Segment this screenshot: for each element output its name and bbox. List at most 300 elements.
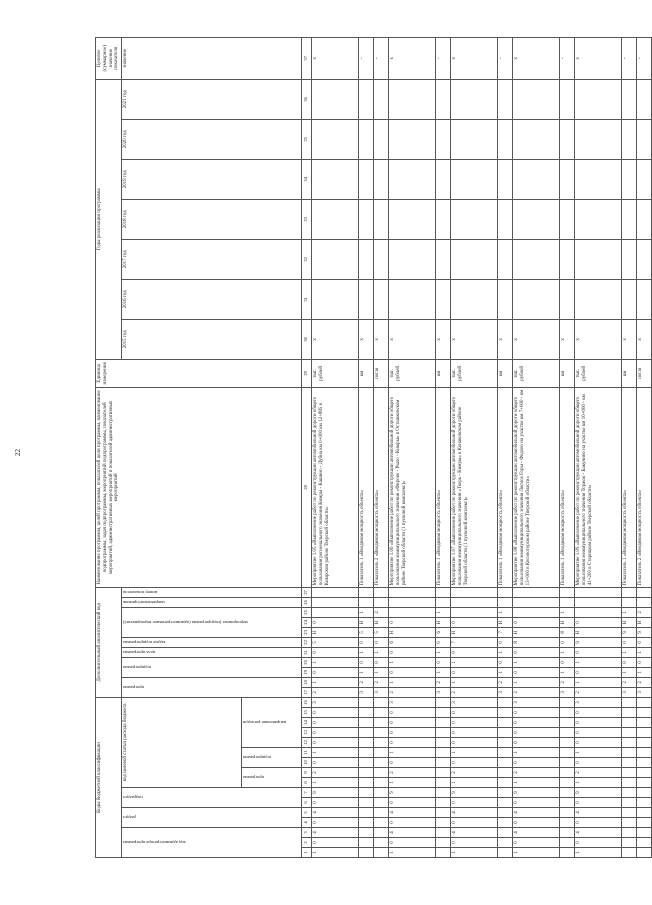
year-value xyxy=(498,279,513,319)
code-cell xyxy=(436,808,451,818)
year-value xyxy=(575,239,622,279)
column-number: 22 xyxy=(302,637,312,647)
code-cell: 0 xyxy=(622,637,637,647)
year-value xyxy=(637,119,652,159)
code-cell: 3 xyxy=(312,697,359,707)
column-number: 27 xyxy=(302,587,312,597)
column-number: 15 xyxy=(302,708,312,718)
code-cell: 6 xyxy=(436,627,451,637)
header-program: программа xyxy=(243,775,265,781)
code-cell: 0 xyxy=(575,758,622,768)
header-unit: Единица измерения xyxy=(96,359,302,387)
year-value xyxy=(436,199,451,239)
code-cell: 1 xyxy=(359,647,374,657)
code-cell xyxy=(359,838,374,848)
year-value xyxy=(513,119,560,159)
code-cell: 7 xyxy=(451,637,498,647)
code-cell xyxy=(498,768,513,778)
row-name: Показатель 2 «Вводимая мощность объекта» xyxy=(637,387,652,587)
code-cell xyxy=(498,697,513,707)
code-cell xyxy=(498,838,513,848)
row-unit: км xyxy=(622,359,637,387)
code-cell: 0 xyxy=(312,667,359,677)
header-activity-type: направление/признак xyxy=(123,600,165,606)
code-cell xyxy=(622,768,637,778)
code-cell: 5 xyxy=(312,637,359,647)
code-cell xyxy=(513,597,560,607)
row-name: Показатель 1 «Вводимая мощность объекта» xyxy=(560,387,575,587)
code-cell xyxy=(374,818,389,828)
code-cell xyxy=(359,728,374,738)
code-cell: 1 xyxy=(436,667,451,677)
code-cell: 2 xyxy=(575,687,622,697)
code-cell xyxy=(374,697,389,707)
column-number: 12 xyxy=(302,738,312,748)
code-cell: 5 xyxy=(374,627,389,637)
target-value: х xyxy=(389,37,436,79)
code-cell: 0 xyxy=(374,657,389,667)
row-unit: тыс. рублей xyxy=(389,359,436,387)
code-cell: 0 xyxy=(451,708,498,718)
code-cell: 0 xyxy=(312,728,359,738)
code-cell xyxy=(513,607,560,617)
year-value xyxy=(622,119,637,159)
code-cell: 1 xyxy=(575,848,622,858)
code-cell xyxy=(498,808,513,818)
code-cell: 3 xyxy=(575,697,622,707)
code-cell: Н xyxy=(560,617,575,627)
code-cell xyxy=(359,808,374,818)
code-cell xyxy=(498,597,513,607)
code-cell xyxy=(436,818,451,828)
column-number: 32 xyxy=(302,239,312,279)
row-unit: пог.м xyxy=(374,359,389,387)
row-unit: тыс. рублей xyxy=(513,359,560,387)
year-value xyxy=(312,279,359,319)
code-cell: 2 xyxy=(436,677,451,687)
code-cell xyxy=(622,708,637,718)
code-cell xyxy=(389,607,436,617)
target-value: - xyxy=(560,37,575,79)
code-cell: 1 xyxy=(389,657,436,667)
code-cell: Н xyxy=(513,627,560,637)
code-cell: 4 xyxy=(389,808,436,818)
code-cell xyxy=(359,848,374,858)
code-cell: 0 xyxy=(389,738,436,748)
column-number-row xyxy=(302,37,312,857)
code-cell: 2 xyxy=(637,607,652,617)
code-cell: 0 xyxy=(389,647,436,657)
code-cell xyxy=(622,718,637,728)
code-cell: 2 xyxy=(312,687,359,697)
code-cell: 1 xyxy=(560,647,575,657)
year-value xyxy=(436,79,451,119)
code-cell: 0 xyxy=(389,708,436,718)
code-cell: 1 xyxy=(575,657,622,667)
code-cell: 1 xyxy=(312,748,359,758)
table-row xyxy=(637,37,652,857)
year-value xyxy=(359,199,374,239)
column-number: 6 xyxy=(302,798,312,808)
year-value xyxy=(622,79,637,119)
code-cell xyxy=(498,818,513,828)
code-cell xyxy=(622,818,637,828)
code-cell xyxy=(498,587,513,597)
row-name: Показатель 1 «Вводимая мощность объекта» xyxy=(622,387,637,587)
table-row xyxy=(513,37,560,857)
code-cell xyxy=(498,738,513,748)
code-cell xyxy=(622,758,637,768)
code-cell: 7 xyxy=(498,627,513,637)
code-cell: 1 xyxy=(389,848,436,858)
code-cell: 1 xyxy=(312,677,359,687)
code-cell xyxy=(359,788,374,798)
table-row xyxy=(560,37,575,857)
year-value xyxy=(374,159,389,199)
code-cell: 0 xyxy=(451,718,498,728)
code-cell: 0 xyxy=(575,617,622,627)
code-cell: 1 xyxy=(359,607,374,617)
year-value xyxy=(359,119,374,159)
year-value xyxy=(374,199,389,239)
code-cell xyxy=(436,587,451,597)
code-cell: 1 xyxy=(451,677,498,687)
header-section: раздел xyxy=(123,815,136,821)
year-value: х xyxy=(312,319,359,359)
year-value xyxy=(513,159,560,199)
code-cell xyxy=(622,738,637,748)
code-cell: 0 xyxy=(451,667,498,677)
code-cell: 0 xyxy=(498,657,513,667)
code-cell xyxy=(622,808,637,818)
code-cell: 1 xyxy=(312,848,359,858)
year-value xyxy=(560,119,575,159)
code-cell xyxy=(374,788,389,798)
target-value: х xyxy=(451,37,498,79)
code-cell: 1 xyxy=(575,677,622,687)
year-value xyxy=(451,239,498,279)
year-value xyxy=(436,159,451,199)
code-cell xyxy=(622,597,637,607)
code-cell: 1 xyxy=(451,848,498,858)
code-cell xyxy=(560,738,575,748)
year-value xyxy=(622,279,637,319)
code-cell xyxy=(374,748,389,758)
header-2016: 2016 год xyxy=(122,279,302,319)
column-number: 2 xyxy=(302,838,312,848)
code-cell: 3 xyxy=(374,687,389,697)
code-cell xyxy=(637,728,652,738)
code-cell: 0 xyxy=(513,818,560,828)
year-value xyxy=(374,239,389,279)
column-number: 9 xyxy=(302,768,312,778)
code-cell: 1 xyxy=(436,647,451,657)
code-cell xyxy=(637,738,652,748)
code-cell: 4 xyxy=(513,808,560,818)
code-cell: 3 xyxy=(389,697,436,707)
code-cell: 2 xyxy=(374,607,389,617)
code-cell: 1 xyxy=(312,778,359,788)
code-cell xyxy=(374,848,389,858)
code-cell xyxy=(359,798,374,808)
code-cell: 2 xyxy=(374,677,389,687)
code-cell: 1 xyxy=(622,667,637,677)
code-cell xyxy=(451,587,498,597)
year-value xyxy=(389,159,436,199)
code-cell xyxy=(560,718,575,728)
code-cell: 2 xyxy=(359,677,374,687)
code-cell: 0 xyxy=(513,728,560,738)
code-cell: 0 xyxy=(575,798,622,808)
code-cell xyxy=(637,758,652,768)
code-cell xyxy=(560,788,575,798)
year-value xyxy=(637,279,652,319)
code-cell xyxy=(436,778,451,788)
year-value xyxy=(498,119,513,159)
code-cell: 0 xyxy=(575,647,622,657)
header-target: Целевое (суммарное) значение показателя xyxy=(96,37,122,79)
column-number: 7 xyxy=(302,788,312,798)
code-cell xyxy=(389,597,436,607)
code-cell xyxy=(622,828,637,838)
year-value xyxy=(622,159,637,199)
code-cell: 5 xyxy=(359,627,374,637)
column-number: 16 xyxy=(302,697,312,707)
code-cell: 1 xyxy=(513,748,560,758)
code-cell xyxy=(374,768,389,778)
code-cell xyxy=(622,778,637,788)
column-number: 8 xyxy=(302,778,312,788)
code-cell: 9 xyxy=(513,788,560,798)
code-cell: 0 xyxy=(513,798,560,808)
year-value xyxy=(374,119,389,159)
header-2021: 2021 год xyxy=(122,79,302,119)
year-value xyxy=(637,199,652,239)
header-program-a: программа xyxy=(123,685,145,691)
code-cell: 1 xyxy=(451,657,498,667)
code-cell xyxy=(622,587,637,597)
code-cell: 0 xyxy=(312,718,359,728)
code-cell: 6 xyxy=(389,637,436,647)
row-unit: пог.м xyxy=(637,359,652,387)
code-cell: 0 xyxy=(389,798,436,808)
column-number: 35 xyxy=(302,119,312,159)
row-name: Мероприятие 1.08 «Выполнение работ по реконструкции автомобильной дороги общего пользования межмуниципального значения Лесное Горы - Федово на участке км 7+000 - км 13+000 в Кесовогорском районе Тверской области» xyxy=(513,387,560,587)
year-value xyxy=(389,79,436,119)
column-number: 37 xyxy=(302,37,312,79)
code-cell: 1 xyxy=(637,647,652,657)
year-value xyxy=(451,199,498,239)
column-number: 24 xyxy=(302,617,312,627)
year-value: х xyxy=(436,319,451,359)
code-cell: 2 xyxy=(451,768,498,778)
code-cell xyxy=(374,738,389,748)
code-cell: 0 xyxy=(374,637,389,647)
row-unit: км xyxy=(560,359,575,387)
code-cell xyxy=(451,607,498,617)
code-cell: 2 xyxy=(498,677,513,687)
code-cell: 3 xyxy=(359,687,374,697)
year-value: х xyxy=(451,319,498,359)
code-cell: 2 xyxy=(513,768,560,778)
code-cell xyxy=(436,848,451,858)
code-cell: 0 xyxy=(451,617,498,627)
code-cell xyxy=(436,758,451,768)
code-cell: 0 xyxy=(513,667,560,677)
column-number: 11 xyxy=(302,748,312,758)
code-cell xyxy=(637,768,652,778)
column-number: 34 xyxy=(302,159,312,199)
code-cell xyxy=(637,718,652,728)
code-cell: Н xyxy=(451,627,498,637)
column-number: 19 xyxy=(302,667,312,677)
header-goal: цель программы xyxy=(123,650,156,656)
code-cell: 3 xyxy=(436,687,451,697)
year-value xyxy=(622,239,637,279)
code-cell: 2 xyxy=(389,687,436,697)
header-admin-code: код администратора программы xyxy=(123,840,186,846)
table-row xyxy=(312,37,359,857)
code-cell: 0 xyxy=(359,657,374,667)
year-value xyxy=(575,159,622,199)
column-number: 10 xyxy=(302,758,312,768)
year-value xyxy=(359,239,374,279)
code-cell: 1 xyxy=(513,657,560,667)
code-cell xyxy=(622,848,637,858)
code-cell xyxy=(374,758,389,768)
code-cell: 0 xyxy=(436,637,451,647)
code-cell: 2 xyxy=(451,687,498,697)
code-cell xyxy=(359,718,374,728)
code-cell xyxy=(312,597,359,607)
target-value: - xyxy=(498,37,513,79)
year-value xyxy=(575,119,622,159)
code-cell xyxy=(560,697,575,707)
code-cell xyxy=(622,838,637,848)
code-cell xyxy=(560,838,575,848)
code-cell: 0 xyxy=(575,838,622,848)
table-row xyxy=(389,37,436,857)
code-cell: 0 xyxy=(312,708,359,718)
code-cell xyxy=(560,587,575,597)
target-value: - xyxy=(359,37,374,79)
code-cell xyxy=(436,728,451,738)
code-cell: 1 xyxy=(575,748,622,758)
code-cell xyxy=(359,708,374,718)
code-cell: 0 xyxy=(575,718,622,728)
column-number: 20 xyxy=(302,657,312,667)
header-2019: 2019 год xyxy=(122,159,302,199)
code-cell: 9 xyxy=(575,788,622,798)
code-cell xyxy=(560,758,575,768)
column-number: 36 xyxy=(302,79,312,119)
page-number: 22 xyxy=(14,449,22,456)
code-cell xyxy=(560,848,575,858)
year-value xyxy=(359,79,374,119)
year-value: х xyxy=(513,319,560,359)
code-cell xyxy=(622,697,637,707)
year-value xyxy=(451,279,498,319)
code-cell: 1 xyxy=(312,657,359,667)
code-cell xyxy=(374,587,389,597)
year-value xyxy=(637,79,652,119)
code-cell xyxy=(560,818,575,828)
header-2020: 2020 год xyxy=(122,119,302,159)
code-cell xyxy=(637,798,652,808)
code-cell: 0 xyxy=(312,798,359,808)
column-number: 5 xyxy=(302,808,312,818)
code-cell: 0 xyxy=(389,667,436,677)
code-cell: 2 xyxy=(513,687,560,697)
code-cell: 0 xyxy=(513,617,560,627)
code-cell: 0 xyxy=(312,838,359,848)
row-name: Мероприятие 1.07 «Выполнение работ по реконструкции автомобильной дороги общего пользования межмуниципального значения «Тверь - Кимры» в Конаковском районе Тверской области (1 пусковой комплекс)» xyxy=(451,387,498,587)
header-extra-code: Дополнительный аналитический код xyxy=(96,587,122,697)
code-cell: 0 xyxy=(389,617,436,627)
code-cell xyxy=(637,788,652,798)
target-value: х xyxy=(575,37,622,79)
code-cell: 0 xyxy=(575,738,622,748)
code-cell: 1 xyxy=(513,778,560,788)
code-cell xyxy=(436,798,451,808)
rotated-table-wrapper xyxy=(95,45,643,858)
year-value xyxy=(389,199,436,239)
code-cell: 0 xyxy=(389,758,436,768)
code-cell: 0 xyxy=(451,738,498,748)
code-cell xyxy=(498,758,513,768)
row-name: Мероприятие 1.09 «Выполнение работ по реконструкции автомобильной дороги общего пользования межмуниципального значения Торжок - Бакунино на участке км 10+000 - км 41+200 в Старицком районе Тверской области» xyxy=(575,387,622,587)
year-value xyxy=(436,279,451,319)
row-unit: тыс. рублей xyxy=(575,359,622,387)
header-activity: мероприятие (подпрограмма (административное мероприятие)) xyxy=(123,620,248,626)
code-cell: 0 xyxy=(451,728,498,738)
code-cell: 1 xyxy=(498,667,513,677)
table-row xyxy=(359,37,374,857)
code-cell: 0 xyxy=(575,708,622,718)
column-number: 29 xyxy=(302,359,312,387)
header-years: Годы реализации программы xyxy=(96,79,122,359)
column-number: 21 xyxy=(302,647,312,657)
year-value xyxy=(359,279,374,319)
code-cell: 4 xyxy=(575,828,622,838)
code-cell xyxy=(637,848,652,858)
column-number: 31 xyxy=(302,279,312,319)
code-cell: 1 xyxy=(451,778,498,788)
code-cell xyxy=(637,597,652,607)
code-cell: 1 xyxy=(575,778,622,788)
year-value xyxy=(498,199,513,239)
code-cell xyxy=(359,758,374,768)
row-unit: тыс. рублей xyxy=(451,359,498,387)
code-cell: 0 xyxy=(637,637,652,647)
code-cell: 0 xyxy=(312,738,359,748)
table-row xyxy=(436,37,451,857)
code-cell xyxy=(436,768,451,778)
year-value: х xyxy=(359,319,374,359)
header-subprogram: подпрограмма xyxy=(243,755,272,761)
code-cell xyxy=(451,597,498,607)
code-cell: 1 xyxy=(359,667,374,677)
code-cell xyxy=(374,798,389,808)
code-cell: 0 xyxy=(575,728,622,738)
program-table xyxy=(95,37,652,858)
year-value xyxy=(575,199,622,239)
code-cell: 1 xyxy=(560,667,575,677)
year-value xyxy=(451,119,498,159)
code-cell: 0 xyxy=(451,838,498,848)
code-cell xyxy=(560,748,575,758)
year-value xyxy=(498,79,513,119)
